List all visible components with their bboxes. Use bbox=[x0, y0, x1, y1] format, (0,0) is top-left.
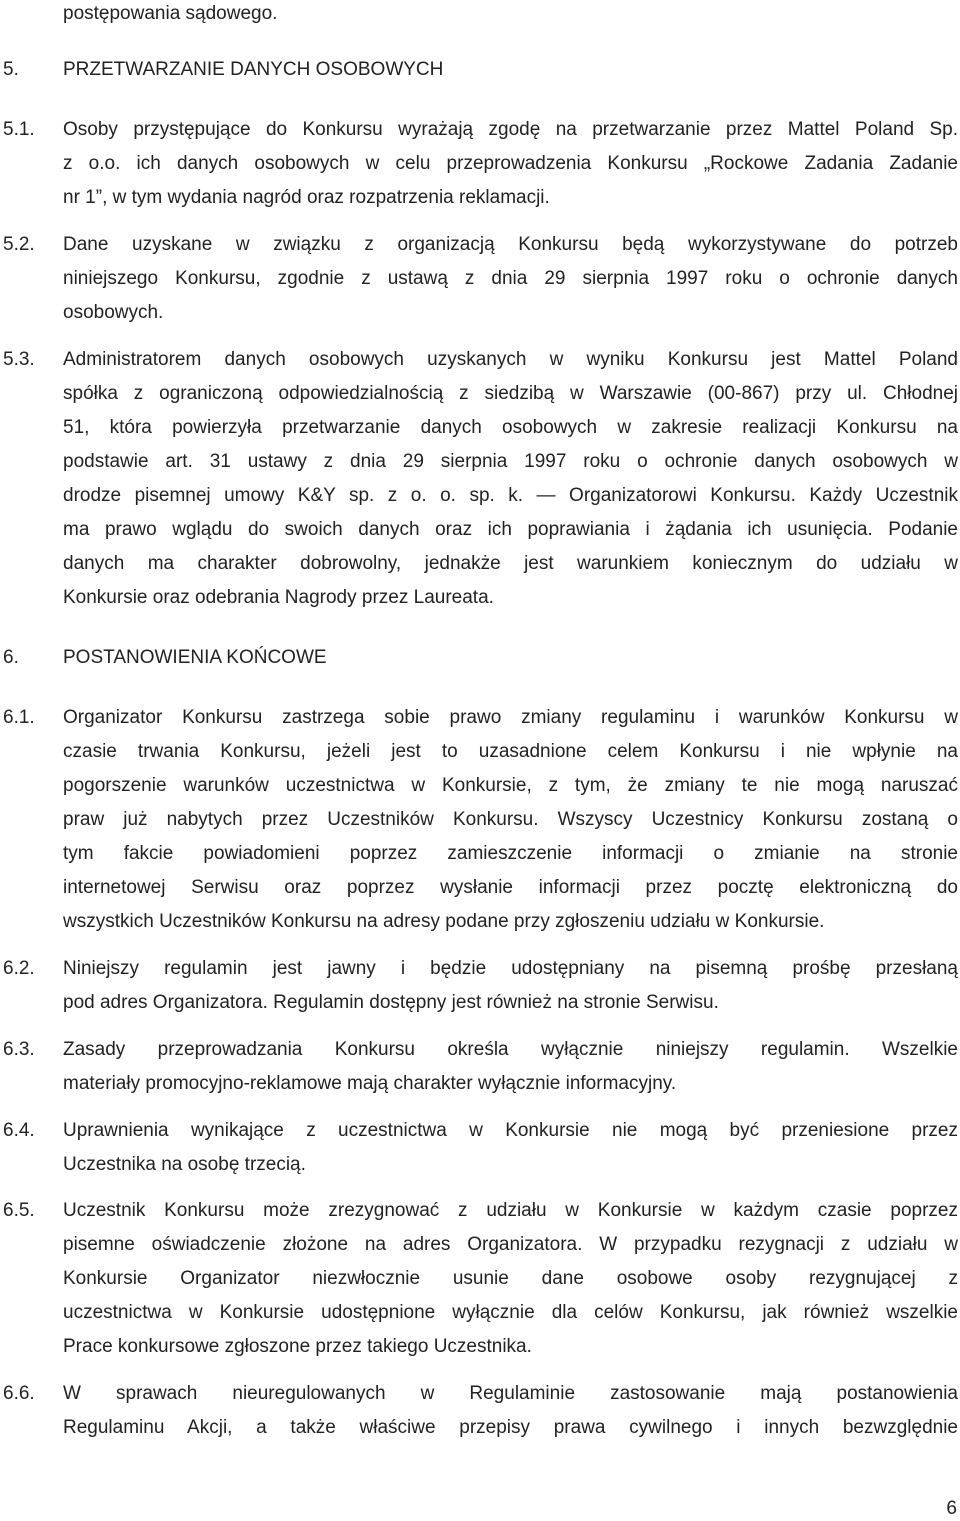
paragraph-text: niniejszego Konkursu, zgodnie z ustawą z dnia 29 sierpnia 1997 roku o ochronie danych bbox=[63, 268, 958, 289]
paragraph-text: osobowych. bbox=[63, 302, 164, 323]
paragraph-text: podstawie art. 31 ustawy z dnia 29 sierpnia 1997 roku o ochronie danych osobowych w bbox=[63, 451, 958, 472]
paragraph-text: 51, która powierzyła przetwarzanie danych osobowych w zakresie realizacji Konkursu na bbox=[63, 417, 958, 438]
paragraph-text: Prace konkursowe zgłoszone przez takiego Uczestnika. bbox=[63, 1336, 532, 1357]
paragraph-text: praw już nabytych przez Uczestników Konkursu. Wszyscy Uczestnicy Konkursu zostaną o bbox=[63, 809, 958, 830]
paragraph-text: Organizator Konkursu zastrzega sobie prawo zmiany regulaminu i warunków Konkursu w bbox=[63, 707, 958, 728]
paragraph-text: Osoby przystępujące do Konkursu wyrażają zgodę na przetwarzanie przez Mattel Poland Sp. bbox=[63, 119, 958, 140]
paragraph-text: pisemne oświadczenie złożone na adres Organizatora. W przypadku rezygnacji z udziału w bbox=[63, 1234, 958, 1255]
paragraph-text: Uczestnik Konkursu może zrezygnować z udziału w Konkursie w każdym czasie poprzez bbox=[63, 1200, 958, 1221]
paragraph-text: danych ma charakter dobrowolny, jednakże jest warunkiem koniecznym do udziału w bbox=[63, 553, 958, 574]
section-title: PRZETWARZANIE DANYCH OSOBOWYCH bbox=[63, 59, 444, 80]
paragraph-text: drodze pisemnej umowy K&Y sp. z o. o. sp. k. — Organizatorowi Konkursu. Każdy Uczestnik bbox=[63, 485, 958, 506]
paragraph-text: Uczestnika na osobę trzecią. bbox=[63, 1154, 306, 1175]
paragraph-text: pogorszenie warunków uczestnictwa w Konkursie, z tym, że zmiany te nie mogą naruszać bbox=[63, 775, 958, 796]
paragraph-text: wszystkich Uczestników Konkursu na adresy podane przy zgłoszeniu udziału w Konkursie. bbox=[63, 911, 825, 932]
paragraph-text: spółka z ograniczoną odpowiedzialnością z siedzibą w Warszawie (00-867) przy ul. Chłodnej bbox=[63, 383, 958, 404]
section-number: 6. bbox=[3, 647, 19, 668]
intro-text: postępowania sądowego. bbox=[63, 3, 278, 24]
paragraph-text: tym fakcie powiadomieni poprzez zamieszczenie informacji o zmianie na stronie bbox=[63, 843, 958, 864]
paragraph-text: ma prawo wglądu do swoich danych oraz ich poprawiania i żądania ich usunięcia. Podanie bbox=[63, 519, 958, 540]
paragraph-number: 5.2. bbox=[3, 234, 35, 255]
paragraph-number: 5.3. bbox=[3, 349, 35, 370]
paragraph-text: Regulaminu Akcji, a także właściwe przepisy prawa cywilnego i innych bezwzględnie bbox=[63, 1417, 958, 1438]
paragraph-text: W sprawach nieuregulowanych w Regulaminie zastosowanie mają postanowienia bbox=[63, 1383, 958, 1404]
section-title: POSTANOWIENIA KOŃCOWE bbox=[63, 647, 327, 668]
paragraph-text: Konkursie oraz odebrania Nagrody przez Laureata. bbox=[63, 587, 494, 608]
paragraph-text: Konkursie Organizator niezwłocznie usunie dane osobowe osoby rezygnującej z bbox=[63, 1268, 958, 1289]
paragraph-text: z o.o. ich danych osobowych w celu przeprowadzenia Konkursu „Rockowe Zadania Zadanie bbox=[63, 153, 958, 174]
paragraph-number: 5.1. bbox=[3, 119, 35, 140]
paragraph-text: Zasady przeprowadzania Konkursu określa wyłącznie niniejszy regulamin. Wszelkie bbox=[63, 1039, 958, 1060]
paragraph-number: 6.6. bbox=[3, 1383, 35, 1404]
paragraph-text: uczestnictwa w Konkursie udostępnione wyłącznie dla celów Konkursu, jak również wszelkie bbox=[63, 1302, 958, 1323]
paragraph-number: 6.1. bbox=[3, 707, 35, 728]
paragraph-number: 6.4. bbox=[3, 1120, 35, 1141]
paragraph-text: Niniejszy regulamin jest jawny i będzie udostępniany na pisemną prośbę przesłaną bbox=[63, 958, 958, 979]
section-number: 5. bbox=[3, 59, 19, 80]
paragraph-text: Administratorem danych osobowych uzyskanych w wyniku Konkursu jest Mattel Poland bbox=[63, 349, 958, 370]
paragraph-text: internetowej Serwisu oraz poprzez wysłanie informacji przez pocztę elektroniczną do bbox=[63, 877, 958, 898]
paragraph-number: 6.3. bbox=[3, 1039, 35, 1060]
paragraph-text: Dane uzyskane w związku z organizacją Konkursu będą wykorzystywane do potrzeb bbox=[63, 234, 958, 255]
paragraph-text: czasie trwania Konkursu, jeżeli jest to uzasadnione celem Konkursu i nie wpłynie na bbox=[63, 741, 958, 762]
paragraph-number: 6.2. bbox=[3, 958, 35, 979]
paragraph-text: pod adres Organizatora. Regulamin dostępny jest również na stronie Serwisu. bbox=[63, 992, 719, 1013]
page-number: 6 bbox=[946, 1498, 957, 1519]
paragraph-text: materiały promocyjno-reklamowe mają charakter wyłącznie informacyjny. bbox=[63, 1073, 677, 1094]
paragraph-number: 6.5. bbox=[3, 1200, 35, 1221]
paragraph-text: Uprawnienia wynikające z uczestnictwa w Konkursie nie mogą być przeniesione przez bbox=[63, 1120, 958, 1141]
paragraph-text: nr 1”, w tym wydania nagród oraz rozpatrzenia reklamacji. bbox=[63, 187, 550, 208]
